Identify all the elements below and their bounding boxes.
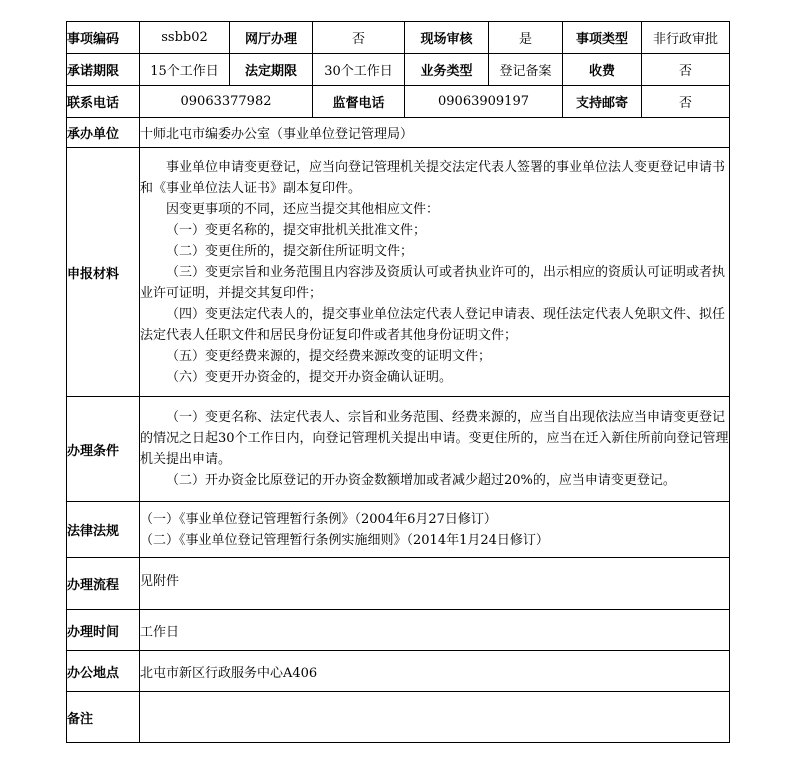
place-label: 办公地点 [67, 651, 140, 692]
remark-value [140, 692, 730, 743]
promise-period-value: 15个工作日 [140, 54, 230, 86]
materials-paragraph: （四）变更法定代表人的，提交事业单位法定代表人登记申请表、现任法定代表人免职文件、拟任法定代表人任职文件和居民身份证复印件或者其他身份证明文件； [140, 306, 726, 343]
service-info-table [66, 21, 730, 743]
site-review-value: 是 [489, 22, 563, 54]
item-type-label: 事项类型 [563, 22, 642, 54]
materials-label: 申报材料 [67, 148, 140, 397]
online-hall-value: 否 [313, 22, 405, 54]
table-row [67, 692, 730, 743]
handling-unit-label: 承办单位 [67, 118, 140, 148]
handling-unit-value: 十师北屯市编委办公室（事业单位登记管理局） [140, 118, 730, 148]
materials-paragraph: （六）变更开办资金的，提交开办资金确认证明。 [166, 369, 453, 385]
fee-label: 收费 [563, 54, 642, 86]
materials-paragraph: 因变更事项的不同，还应当提交其他相应文件： [166, 201, 440, 217]
contact-phone-value: 09063377982 [140, 86, 313, 118]
materials-paragraph: （二）变更住所的，提交新住所证明文件； [166, 243, 414, 259]
process-label: 办理流程 [67, 558, 140, 610]
supervision-phone-value: 09063909197 [405, 86, 563, 118]
conditions-paragraph: （二）开办资金比原登记的开办资金数额增加或者减少超过20%的，应当申请变更登记。 [166, 473, 676, 488]
fee-value: 否 [642, 54, 730, 86]
table-row [67, 22, 730, 54]
materials-paragraph: 事业单位申请变更登记，应当向登记管理机关提交法定代表人签署的事业单位法人变更登记申请书和《事业单位法人证书》副本复印件。 [140, 159, 726, 196]
law-item: （一）《事业单位登记管理暂行条例》（2004年6月27日修订） [140, 511, 497, 527]
table-row [67, 118, 730, 148]
process-value: 见附件 [140, 558, 730, 610]
item-code-value: ssbb02 [140, 22, 230, 54]
table-row [67, 54, 730, 86]
mail-support-label: 支持邮寄 [563, 86, 642, 118]
business-type-value: 登记备案 [489, 54, 563, 86]
remark-label: 备注 [67, 692, 140, 743]
item-type-value: 非行政审批 [642, 22, 730, 54]
conditions-content [140, 397, 730, 502]
materials-content [140, 148, 730, 397]
table-row [67, 558, 730, 610]
conditions-paragraph: （一）变更名称、法定代表人、宗旨和业务范围、经费来源的，应当自出现依法应当申请变更登记的情况之日起30个工作日内，向登记管理机关提出申请。变更住所的，应当在迁入新住所前向登记管理机关提出申请。 [140, 410, 729, 467]
business-type-label: 业务类型 [405, 54, 489, 86]
law-item: （二）《事业单位登记管理暂行条例实施细则》（2014年1月24日修订） [140, 532, 549, 548]
materials-paragraph: （三）变更宗旨和业务范围且内容涉及资质认可或者执业许可的，出示相应的资质认可证明或者执业许可证明，并提交其复印件； [140, 264, 726, 301]
time-label: 办理时间 [67, 610, 140, 651]
table-row [67, 610, 730, 651]
table-row [67, 86, 730, 118]
item-code-label: 事项编码 [67, 22, 140, 54]
conditions-label: 办理条件 [67, 397, 140, 502]
materials-paragraph: （五）变更经费来源的，提交经费来源改变的证明文件； [166, 348, 492, 364]
mail-support-value: 否 [642, 86, 730, 118]
online-hall-label: 网厅办理 [230, 22, 313, 54]
materials-paragraph: （一）变更名称的，提交审批机关批准文件； [166, 222, 427, 238]
legal-period-label: 法定期限 [230, 54, 313, 86]
promise-period-label: 承诺期限 [67, 54, 140, 86]
laws-label: 法律法规 [67, 502, 140, 558]
site-review-label: 现场审核 [405, 22, 489, 54]
contact-phone-label: 联系电话 [67, 86, 140, 118]
time-value: 工作日 [140, 610, 730, 651]
table-row [67, 148, 730, 397]
table-row [67, 651, 730, 692]
table-row [67, 502, 730, 558]
place-value: 北屯市新区行政服务中心A406 [140, 651, 730, 692]
supervision-phone-label: 监督电话 [313, 86, 405, 118]
laws-content [140, 502, 730, 558]
table-row [67, 397, 730, 502]
legal-period-value: 30个工作日 [313, 54, 405, 86]
